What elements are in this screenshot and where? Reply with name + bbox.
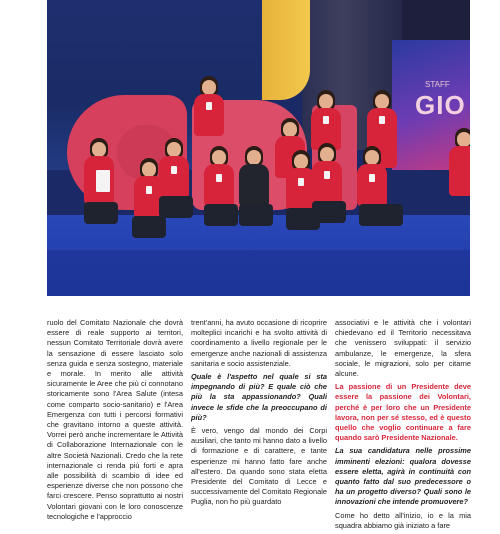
backdrop-small-text: STAFF	[425, 80, 450, 89]
photo-yellow-banner	[262, 0, 310, 100]
paragraph: Come ho detto all'inizio, io e la mia squadra abbiamo già iniziato a fare	[335, 510, 471, 530]
article-column-3	[335, 318, 471, 534]
interview-question: La sua candidatura nelle prossime imminenti elezioni: qualora dovesse essere eletta, agirà in continuità con quanto fatto dal suo predecessore o ha un progetto diverso? Quali sono le innovazioni che intende promuovere?	[335, 446, 471, 507]
paragraph: ruolo del Comitato Nazionale che dovrà essere di reale supporto ai territori, nessun Comitato Territoriale dovrà avere la sensazione di essere lasciato solo senza guida e senza sostegno, materiale e morale. In merito alle attività sicuramente le Aree che più ci connotano storicamente sono l'Area Salute (intesa come comparto socio-sanitario) e l'Area Emergenza con tutti i percorsi formativi che gravitano intorno a queste attività. Vorrei però anche incrementare le Attività di Collaborazione Internazionale con le altre Società Nazionali. Credo che la rete internazionale ci renda più forti e apra alle possibilità di scambio di idee ed esperienze diverse che non possono che farci crescere. Penso soprattutto ai nostri Volontari giovani con le loro conoscenze tecnologiche e l'approccio	[47, 318, 183, 521]
article-column-1	[47, 318, 183, 525]
group-photo	[47, 0, 470, 296]
backdrop-text: GIO	[415, 90, 466, 120]
paragraph: È vero, vengo dal mondo dei Corpi ausiliari, che tanto mi hanno dato a livello di formazione e di carattere, e tante esperienze mi hanno fatto fare anche all'estero. Da quando sono stata eletta Presidente del Comitato di Lecce e successivamente del Comitato Regionale Puglia, non ho più guardato	[191, 426, 327, 507]
photo-floor-shadow	[47, 250, 470, 296]
paragraph: associativi e le attività che i volontari chiedevano ed il Territorio necessitava che venissero sviluppati: il servizio ambulanze, le emergenze, la sfera sociale, le migrazioni, solo per citarne alcune.	[335, 318, 471, 379]
paragraph: trent'anni, ha avuto occasione di ricoprire molteplici incarichi e ha svolto attività di coordinamento a livello regionale per le emergenze anche nazionali di assistenza sanitaria e socio assistenziale.	[191, 318, 327, 368]
interview-question: Quale è l'aspetto nel quale si sta impegnando di più? E quale ciò che più la sta appassionando? Quali invece le sfide che la preoccupano di più?	[191, 372, 327, 422]
highlighted-quote: La passione di un Presidente deve essere la passione dei Volontari, perché è per loro che un Presidente lavora, non per sé stesso, ed è questo quello che voglio continuare a fare quando sarò Presidente Nazionale.	[335, 382, 471, 443]
article-column-2	[191, 318, 327, 511]
